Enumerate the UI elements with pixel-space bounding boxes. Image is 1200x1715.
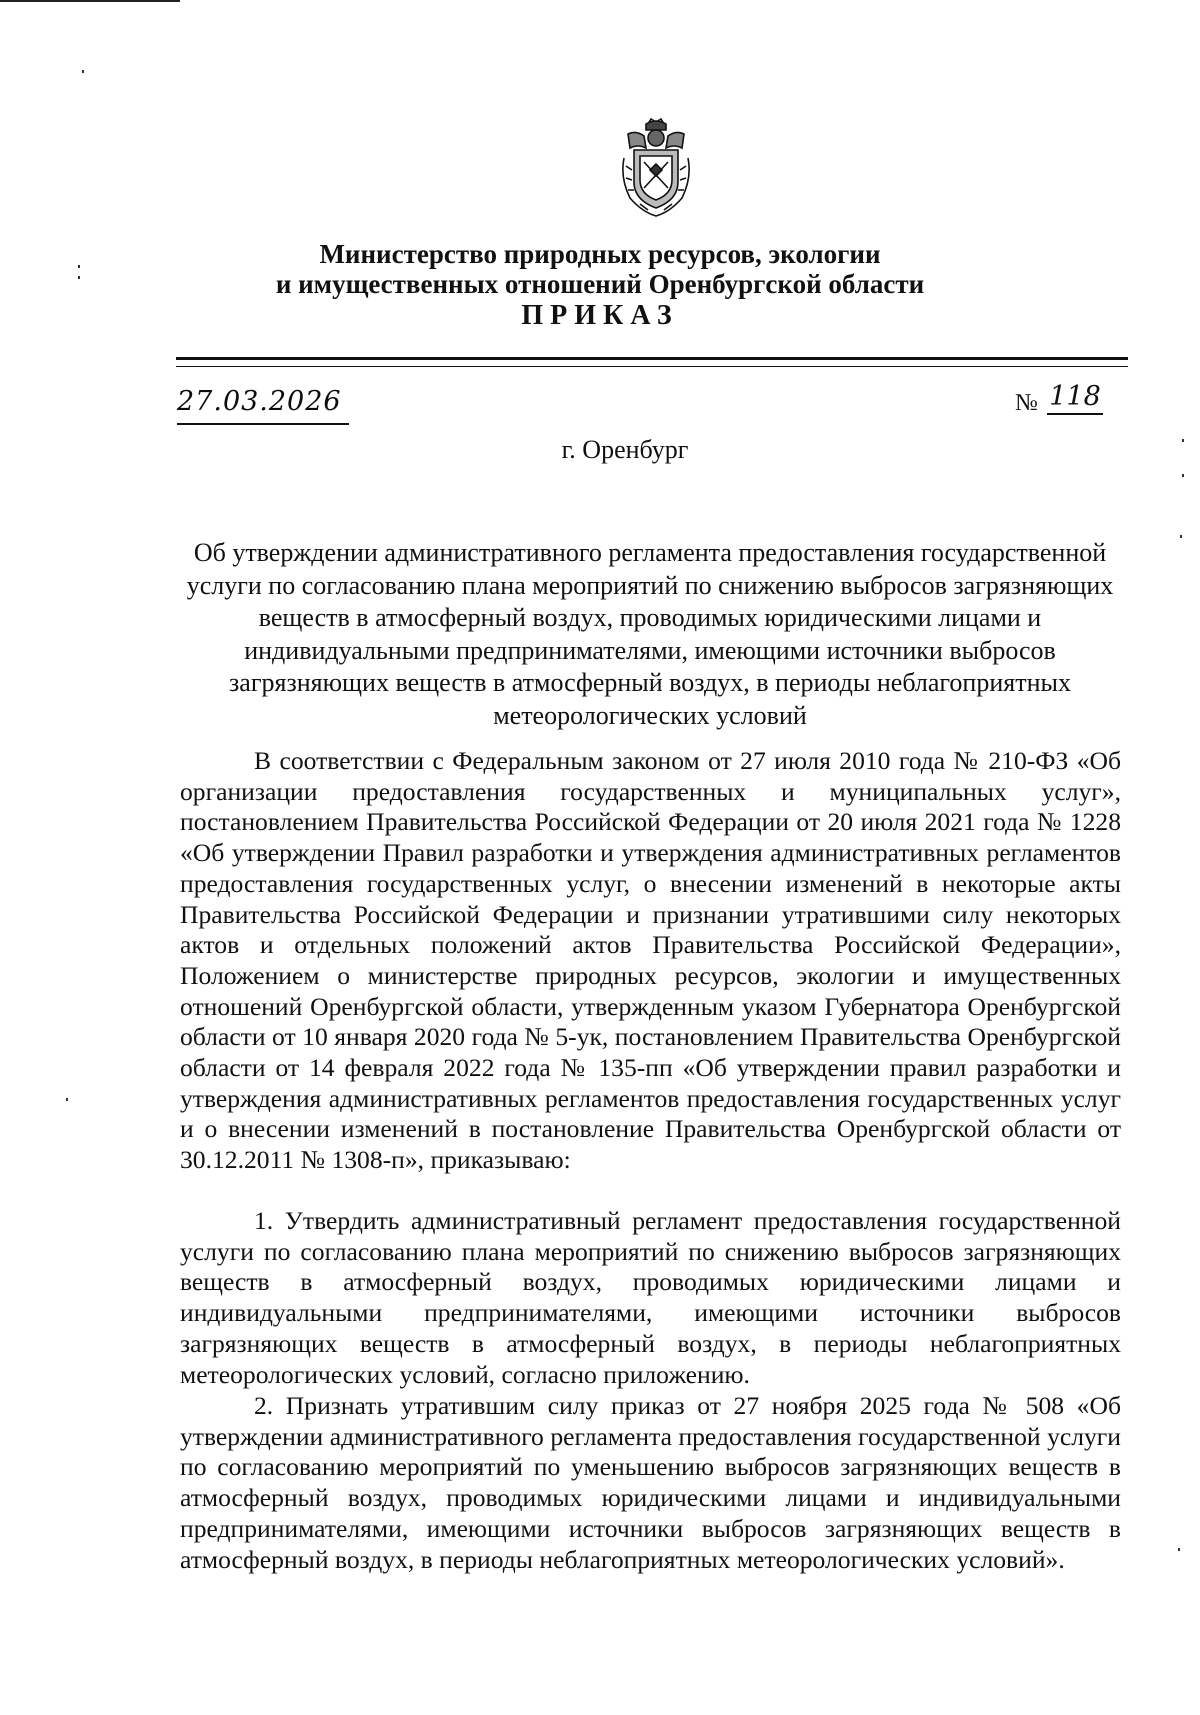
preamble-paragraph: В соответствии с Федеральным законом от 27 июля 2010 года № 210-ФЗ «Об организации предоставления государственных и муниципальных услуг», постановлением Правительства Российской Федерации от 20 июля 2021 года № 1228 «Об утверждении Правил разработки и утверждения административных регламентов предоставления государственных услуг, о внесении изменений в некоторые акты Правительства Российской Федерации и признании утратившими силу некоторых актов и отдельных положений актов Правительства Российской Федерации», Положением о министерстве природных ресурсов, экологии и имущественных отношений Оренбургской области, утвержденным указом Губернатора Оренбургской области от 10 января 2020 года № 5-ук, постановлением Правительства Оренбургской области от 14 февраля 2022 года № 135-пп «Об утверждении правил разработки и утверждения административных регламентов предоставления государственных услуг и о внесении изменений в постановление Правительства Оренбургской области от 30.12.2011 № 1308-п», приказываю: (180, 746, 1121, 1175)
order-subject: Об утверждении административного регламента предоставления государственной услуги по согласованию плана мероприятий по снижению выбросов загрязняющих веществ в атмосферный воздух, проводимых юридическими лицами и индивидуальными предпринимателями, имеющими источники выбросов загрязняющих веществ в атмосферный воздух, в периоды неблагоприятных метеорологических условий (186, 538, 1114, 730)
scan-speck (82, 70, 84, 73)
scan-speck (66, 1098, 68, 1101)
ministry-name-line-2: и имущественных отношений Оренбургской области (275, 269, 925, 299)
scan-edge-line (0, 0, 180, 2)
ministry-name-line-1: Министерство природных ресурсов, экологии (319, 239, 881, 269)
coat-of-arms-icon (620, 118, 692, 218)
order-item-1: 1. Утвердить административный регламент предоставления государственной услуги по согласованию плана мероприятий по снижению выбросов загрязняющих веществ в атмосферный воздух, проводимых юридическими лицами и индивидуальными предпринимателями, имеющими источники выбросов загрязняющих веществ в атмосферный воздух, в периоды неблагоприятных метеорологических условий, согласно приложению. (180, 1206, 1121, 1389)
order-date: 27.03.2026 (177, 385, 349, 425)
header-divider-thick (176, 357, 1128, 360)
document-type-heading: ПРИКАЗ (521, 300, 679, 331)
scan-speck (1182, 474, 1184, 477)
header-divider-thin (176, 366, 1128, 367)
order-number: 118 (1047, 381, 1103, 415)
order-number-label: № (1015, 390, 1038, 416)
order-item-2: 2. Признать утратившим силу приказ от 27 ноября 2025 года № 508 «Об утверждении административного регламента предоставления государственной услуги по согласованию мероприятий по уменьшению выбросов загрязняющих веществ в атмосферный воздух, проводимых юридическими лицами и индивидуальными предпринимателями, имеющими источники выбросов загрязняющих веществ в атмосферный воздух, в периоды неблагоприятных метеорологических условий». (180, 1391, 1121, 1574)
scan-speck (1178, 1548, 1180, 1551)
city-name: г. Оренбург (561, 435, 689, 464)
scan-speck (1180, 535, 1182, 538)
